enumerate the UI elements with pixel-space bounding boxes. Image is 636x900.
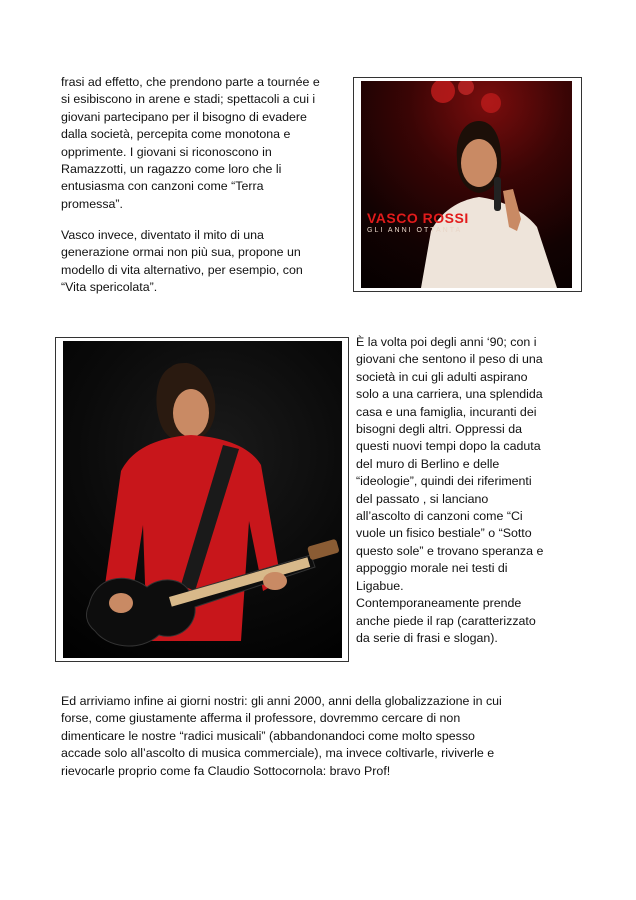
singer-illustration <box>361 81 572 288</box>
paragraph-anni-90: È la volta poi degli anni ‘90; con i giovani che sentono il peso di una società in cui gli adulti aspirano solo a una carriera, una splendida casa e una famiglia, incuranti dei bisogni degli altri. Oppressi da questi nuovi tempi dopo la caduta del muro di Berlino e delle “ideologie”, quindi dei riferimenti del passato , si lanciano all’ascolto di canzoni come “Ci vuole un fisico bestiale” o “Sotto questo sole” e trovano speranza e appoggio morale nei testi di Ligabue. Contemporaneamente prende anche piede il rap (caratterizzato da serie di frasi e slogan). <box>356 335 544 645</box>
guitarist-illustration <box>63 341 342 658</box>
album-subtitle: GLI ANNI OTTANTA <box>367 227 463 234</box>
paragraph-ramazzotti: frasi ad effetto, che prendono parte a tournée e si esibiscono in arene e stadi; spettacoli a cui i giovani partecipano per il bisogno di evadere dalla società, percepita come monotona e opprimente. I giovani si riconoscono in Ramazzotti, un ragazzo come loro che li entusiasma con canzoni come “Terra promessa”. <box>61 75 320 211</box>
album-cover-photo <box>361 81 572 288</box>
ligabue-photo <box>63 341 342 658</box>
paragraph-vasco: Vasco invece, diventato il mito di una generazione ormai non più sua, propone un modello di vita alternativo, per esempio, con “Vita spericolata”. <box>61 228 303 295</box>
album-artist: VASCO ROSSI <box>367 210 469 226</box>
album-cover-frame <box>353 77 582 292</box>
paragraph-anni-2000: Ed arriviamo infine ai giorni nostri: gli anni 2000, anni della globalizzazione in cui forse, come giustamente afferma il professore, dovremmo cercare di non dimenticare le nostre “radici musicali” (abbandonandoci come molto spesso accade solo all’ascolto di musica commerciale), ma invece coltivarle, riviverle e rievocarle proprio come fa Claudio Sottocornola: bravo Prof! <box>61 694 502 778</box>
ligabue-photo-frame <box>55 337 349 662</box>
